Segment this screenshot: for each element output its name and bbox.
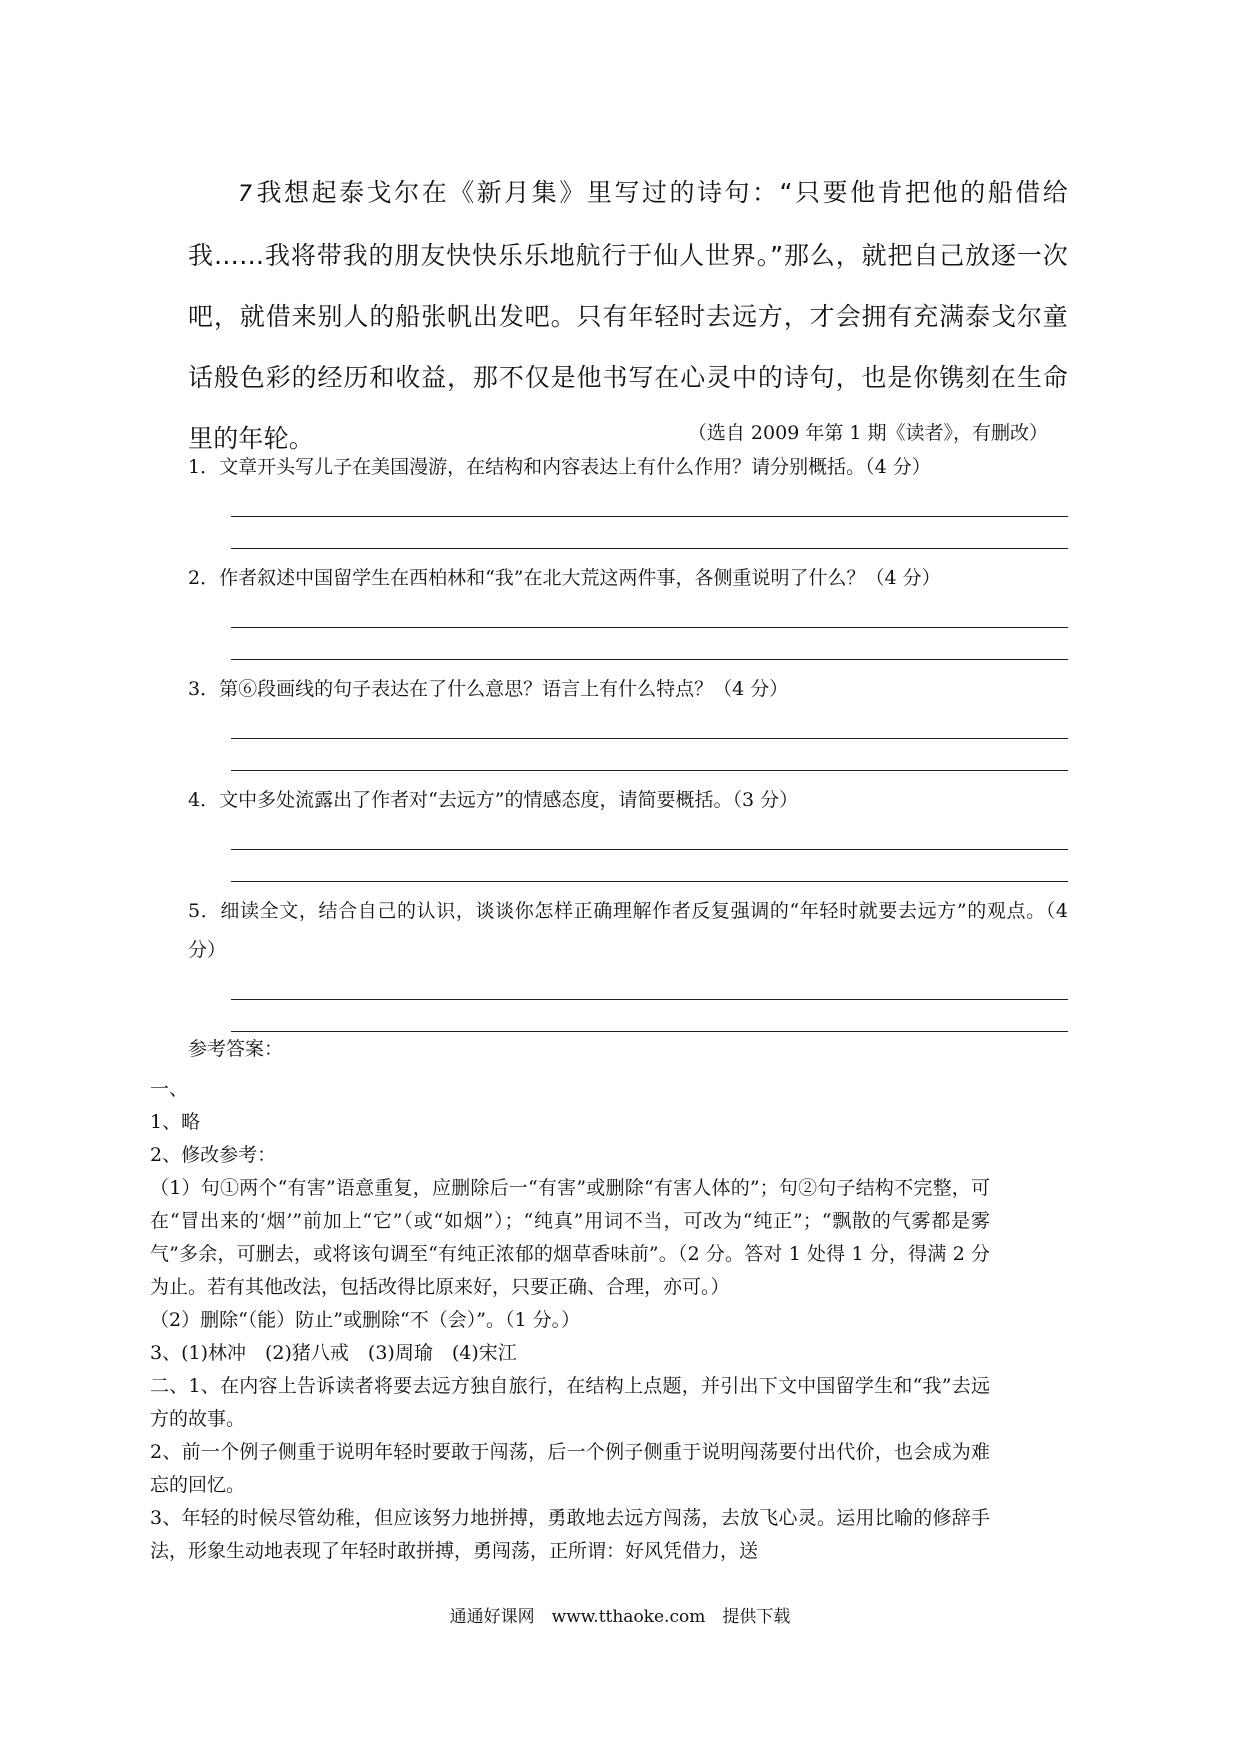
question-text: 1．文章开头写儿子在美国漫游，在结构和内容表达上有什么作用？请分别概括。（4 分） — [188, 456, 931, 478]
answer-line-text: （1）句①两个“有害”语意重复，应删除后一“有害”或删除“有害人体的”；句②句子结构不完整，可在“冒出来的‘烟’”前加上“它”（或“如烟”）；“纯真”用词不当，可改为“纯正”；“飘散的气雾都是雾气”多余，可删去，或将该句调至“有纯正浓郁的烟草香味前”。（2 分。答对 1 处得 1 分，得满 2 分为止。若有其他改法，包括改得比原来好，只要正确、合理，亦可。） — [150, 1177, 990, 1298]
question-4 — [188, 781, 1068, 882]
passage-text: 我想起泰戈尔在《新月集》里写过的诗句：“只要他肯把他的船借给我……我将带我的朋友快快乐乐地航行于仙人世界。”那么，就把自己放逐一次吧，就借来别人的船张帆出发吧。只有年轻时去远方，才会拥有充满泰戈尔童话般色彩的经历和收益，那不仅是他书写在心灵中的诗句，也是你镌刻在生命里的年轮。 — [188, 178, 1068, 453]
question-1 — [188, 448, 1068, 549]
answer-line[interactable] — [231, 970, 1068, 1000]
answer-line-text: （2）删除“（能）防止”或删除“不（会）”。（1 分。） — [150, 1309, 581, 1331]
answer-line[interactable] — [231, 517, 1068, 549]
answer-line-text: 1、略 — [150, 1111, 201, 1133]
answer-line-text: 3、(1)林冲 (2)猪八戒 (3)周瑜 (4)宋江 — [150, 1342, 517, 1364]
answer-line[interactable] — [231, 487, 1068, 517]
answer-line[interactable] — [231, 850, 1068, 882]
answer-line[interactable] — [231, 1000, 1068, 1032]
question-text: 4．文中多处流露出了作者对“去远方”的情感态度，请简要概括。（3 分） — [188, 789, 799, 811]
answer-line-text: 2、修改参考： — [150, 1144, 277, 1166]
question-2 — [188, 559, 1068, 660]
answer-line[interactable] — [231, 820, 1068, 850]
answer-line[interactable] — [231, 628, 1068, 660]
question-3 — [188, 670, 1068, 771]
answer-line-text: 二、1、在内容上告诉读者将要去远方独自旅行，在结构上点题，并引出下文中国留学生和“我”去远方的故事。 — [150, 1375, 990, 1430]
answer-line[interactable] — [231, 739, 1068, 771]
answer-line-text: 一、 — [150, 1078, 189, 1100]
answer-line-text: 2、前一个例子侧重于说明年轻时要敢于闯荡，后一个例子侧重于说明闯荡要付出代价，也会成为难忘的回忆。 — [150, 1441, 990, 1496]
answer-line[interactable] — [231, 709, 1068, 739]
question-text: 3．第⑥段画线的句子表达在了什么意思？语言上有什么特点？（4 分） — [188, 678, 789, 700]
page-footer: 通通好课网 www.tthaoke.com 提供下载 — [449, 1607, 791, 1627]
paragraph-number: 7 — [238, 182, 253, 207]
question-text: 2．作者叙述中国留学生在西柏林和“我”在北大荒这两件事，各侧重说明了什么？（4 分） — [188, 567, 941, 589]
answer-line[interactable] — [231, 598, 1068, 628]
reference-answers — [150, 1033, 990, 1568]
answer-line-text: 3、年轻的时候尽管幼稚，但应该努力地拼搏，勇敢地去远方闯荡，去放飞心灵。运用比喻的修辞手法，形象生动地表现了年轻时敢拼搏，勇闯荡，正所谓：好风凭借力，送 — [150, 1507, 990, 1562]
answers-title: 参考答案： — [188, 1038, 284, 1060]
question-5 — [188, 892, 1068, 1032]
questions-section — [188, 448, 1068, 1032]
question-text: 5．细读全文，结合自己的认识，谈谈你怎样正确理解作者反复强调的“年轻时就要去远方”的观点。（4 分） — [188, 900, 1068, 961]
source-note: （选自 2009 年第 1 期《读者》，有删改） — [687, 422, 1048, 444]
